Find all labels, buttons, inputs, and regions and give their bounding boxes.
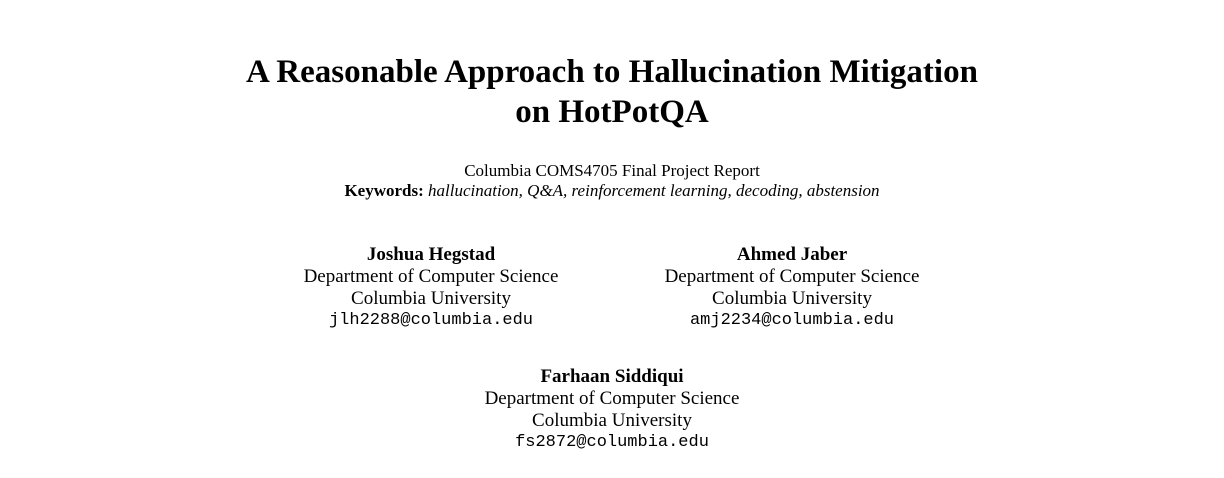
paper-title-line-1: A Reasonable Approach to Hallucination Mitigation: [246, 54, 978, 90]
author-department: Department of Computer Science: [303, 266, 559, 287]
author-block: [432, 366, 792, 454]
author-department: Department of Computer Science: [664, 266, 920, 287]
author-name: Farhaan Siddiqui: [540, 366, 684, 387]
author-name: Ahmed Jaber: [736, 244, 848, 265]
author-university: Columbia University: [351, 288, 511, 309]
keywords-values: hallucination, Q&A, reinforcement learning, decoding, abstension: [428, 181, 880, 200]
keywords-label: Keywords:: [344, 181, 424, 200]
paper-title-line-2: on HotPotQA: [515, 94, 709, 130]
author-block: [251, 244, 611, 332]
author-email: amj2234@columbia.edu: [689, 311, 895, 330]
author-university: Columbia University: [532, 410, 692, 431]
author-department: Department of Computer Science: [484, 388, 740, 409]
keywords-line: [0, 181, 1224, 201]
course-line: Columbia COMS4705 Final Project Report: [464, 161, 760, 180]
author-email: fs2872@columbia.edu: [515, 433, 709, 452]
author-university: Columbia University: [712, 288, 872, 309]
author-email: jlh2288@columbia.edu: [328, 311, 534, 330]
author-name: Joshua Hegstad: [366, 244, 496, 265]
author-block: [612, 244, 972, 332]
